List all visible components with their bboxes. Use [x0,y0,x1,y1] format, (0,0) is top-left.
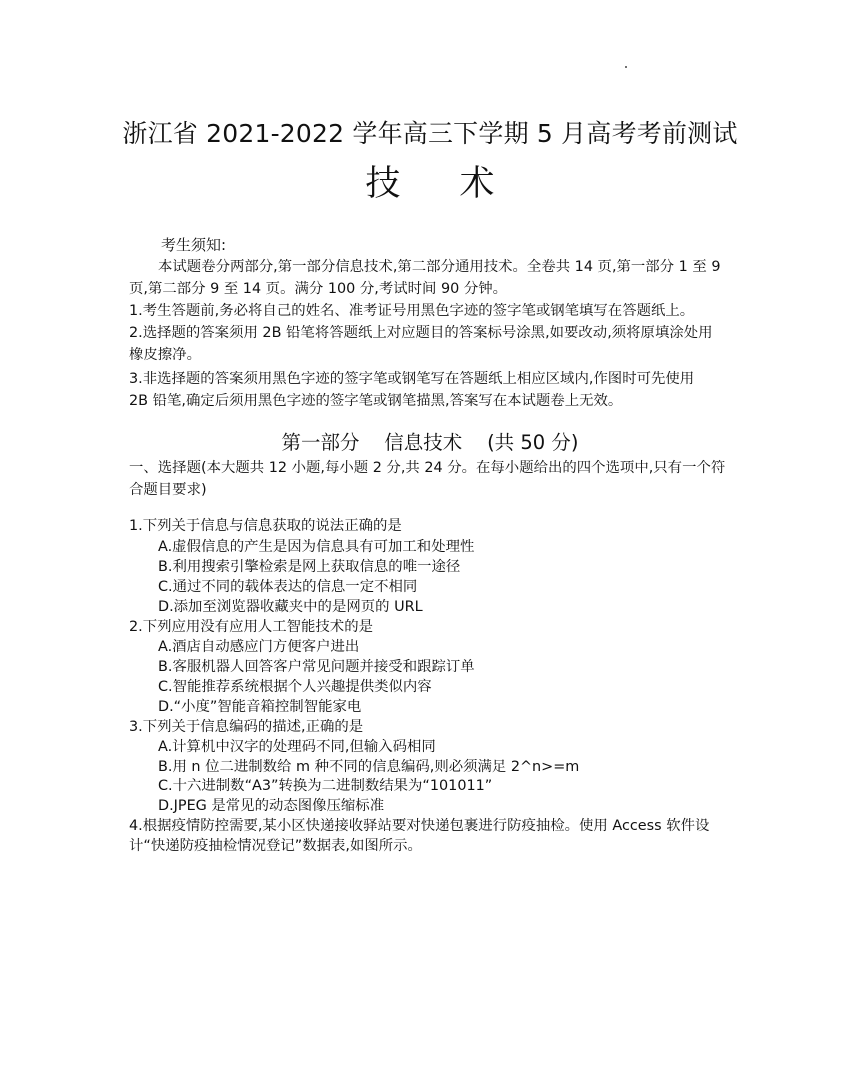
question-option: B.利用搜索引擎检索是网上获取信息的唯一途径 [158,559,461,575]
notice-line: 橡皮擦净。 [129,347,201,363]
question-option: D.“小度”智能音箱控制智能家电 [158,699,362,715]
instruction-line: 一、选择题(本大题共 12 小题,每小题 2 分,共 24 分。在每小题给出的四个选项中,只有一个符 [129,460,726,476]
question-stem: 计“快递防疫抽检情况登记”数据表,如图所示。 [129,838,422,854]
subject-title: 技 术 [365,164,495,204]
question-option: B.用 n 位二进制数给 m 种不同的信息编码,则必须满足 2^n>=m [158,759,580,775]
notice-line: 本试题卷分两部分,第一部分信息技术,第二部分通用技术。全卷共 14 页,第一部分 1 至 9 [158,259,721,275]
instruction-line: 合题目要求) [129,482,207,498]
exam-title: 浙江省 2021-2022 学年高三下学期 5 月高考考前测试 [122,119,738,148]
question-option: B.客服机器人回答客户常见问题并接受和跟踪订单 [158,659,475,675]
notice-heading: 考生须知: [161,236,227,254]
question-option: A.计算机中汉字的处理码不同,但输入码相同 [158,739,436,755]
question-stem: 2.下列应用没有应用人工智能技术的是 [129,619,373,635]
question-option: C.十六进制数“A3”转换为二进制数结果为“101011” [158,778,493,794]
part1-heading: 第一部分 信息技术 (共 50 分) [281,431,579,454]
question-stem: 1.下列关于信息与信息获取的说法正确的是 [129,518,402,534]
question-option: C.智能推荐系统根据个人兴趣提供类似内容 [158,679,432,695]
notice-line: 2B 铅笔,确定后须用黑色字迹的签字笔或钢笔描黑,答案写在本试题卷上无效。 [129,393,623,409]
notice-line: 2.选择题的答案须用 2B 铅笔将答题纸上对应题目的答案标号涂黑,如要改动,须将原填涂处用 [129,325,713,341]
question-stem: 3.下列关于信息编码的描述,正确的是 [129,719,364,735]
question-option: A.虚假信息的产生是因为信息具有可加工和处理性 [158,539,475,555]
question-option: C.通过不同的载体表达的信息一定不相同 [158,579,418,595]
question-option: D.添加至浏览器收藏夹中的是网页的 URL [158,599,423,615]
question-option: D.JPEG 是常见的动态图像压缩标准 [158,798,385,814]
question-stem: 4.根据疫情防控需要,某小区快递接收驿站要对快递包裹进行防疫抽检。使用 Access 软件设 [129,818,710,834]
notice-line: 3.非选择题的答案须用黑色字迹的签字笔或钢笔写在答题纸上相应区域内,作图时可先使用 [129,371,695,387]
question-option: A.酒店自动感应门方便客户进出 [158,639,360,655]
scan-dot [625,66,627,68]
notice-line: 1.考生答题前,务必将自己的姓名、准考证号用黑色字迹的签字笔或钢笔填写在答题纸上。 [129,303,695,319]
notice-line: 页,第二部分 9 至 14 页。满分 100 分,考试时间 90 分钟。 [129,281,508,297]
